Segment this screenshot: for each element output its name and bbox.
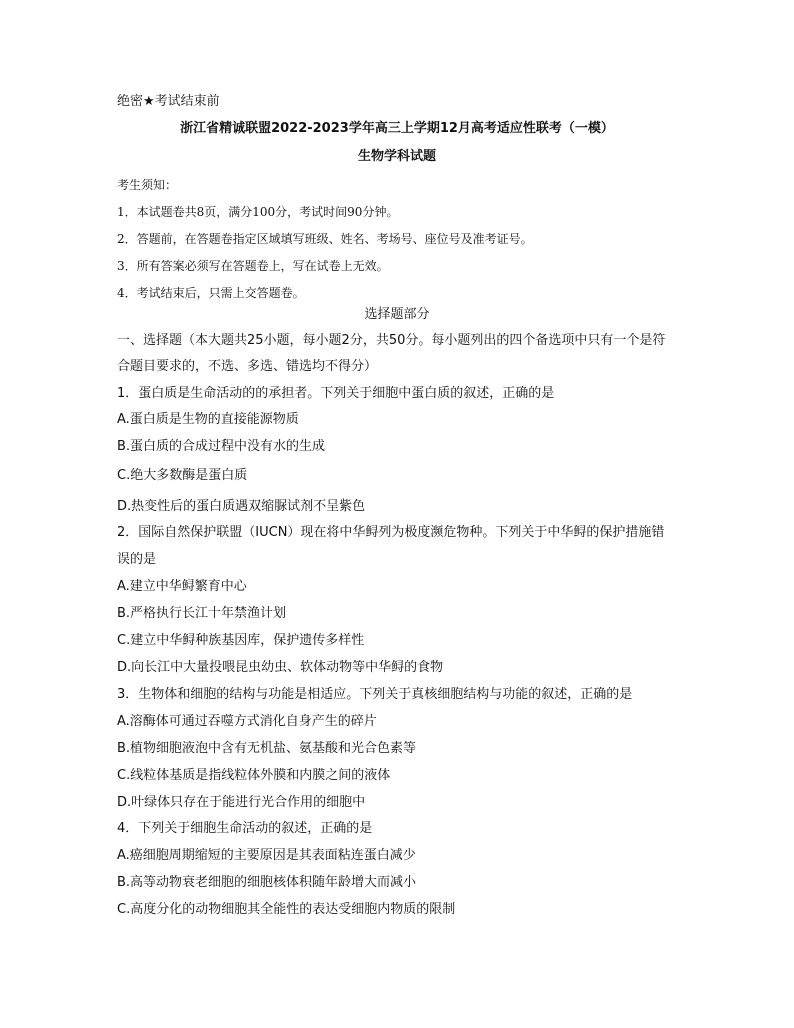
option-b: B.植物细胞液泡中含有无机盐、氨基酸和光合色素等 [117,741,417,756]
notice-item: 3．所有答案必须写在答题卷上，写在试卷上无效。 [117,259,389,273]
notice-item: 1．本试题卷共8页，满分100分，考试时间90分钟。 [117,205,399,219]
section-intro: 一、选择题（本大题共25小题，每小题2分，共50分。每小题列出的四个备选项中只有一个是符 [117,333,666,348]
question-stem: 3．生物体和细胞的结构与功能是相适应。下列关于真核细胞结构与功能的叙述，正确的是 [117,687,633,702]
option-a: A.建立中华鲟繁育中心 [117,579,247,594]
exam-title: 浙江省精诚联盟2022-2023学年高三上学期12月高考适应性联考（一模） [180,121,614,136]
notice-item: 2．答题前，在答题卷指定区域填写班级、姓名、考场号、座位号及准考证号。 [117,232,533,246]
notice-heading: 考生须知： [117,178,178,192]
option-b: B.严格执行长江十年禁渔计划 [117,606,287,621]
option-c: C.线粒体基质是指线粒体外膜和内膜之间的液体 [117,768,391,783]
option-d: D.热变性后的蛋白质遇双缩脲试剂不呈紫色 [117,499,366,514]
secret-mark: 绝密★考试结束前 [117,94,220,109]
option-b: B.高等动物衰老细胞的细胞核体积随年龄增大而减小 [117,875,417,890]
option-d: D.向长江中大量投喂昆虫幼虫、软体动物等中华鲟的食物 [117,660,444,675]
option-a: A.溶酶体可通过吞噬方式消化自身产生的碎片 [117,714,377,729]
option-b: B.蛋白质的合成过程中没有水的生成 [117,439,326,454]
section-title: 选择题部分 [364,307,430,322]
question-stem: 4．下列关于细胞生命活动的叙述，正确的是 [117,821,373,836]
option-a: A.癌细胞周期缩短的主要原因是其表面粘连蛋白减少 [117,848,416,863]
option-c: C.建立中华鲟种族基因库，保护遗传多样性 [117,633,365,648]
option-a: A.蛋白质是生物的直接能源物质 [117,412,299,427]
subject-title: 生物学科试题 [357,149,436,164]
option-c: C.高度分化的动物细胞其全能性的表达受细胞内物质的限制 [117,902,456,917]
question-stem: 误的是 [117,552,157,567]
question-stem: 1．蛋白质是生命活动的的承担者。下列关于细胞中蛋白质的叙述，正确的是 [117,386,555,401]
question-stem: 2．国际自然保护联盟（IUCN）现在将中华鲟列为极度濒危物种。下列关于中华鲟的保护措施错 [117,525,665,540]
option-c: C.绝大多数酶是蛋白质 [117,468,248,483]
notice-item: 4．考试结束后，只需上交答题卷。 [117,286,305,300]
option-d: D.叶绿体只存在于能进行光合作用的细胞中 [117,795,366,810]
section-intro: 合题目要求的，不选、多选、错选均不得分） [117,359,378,374]
